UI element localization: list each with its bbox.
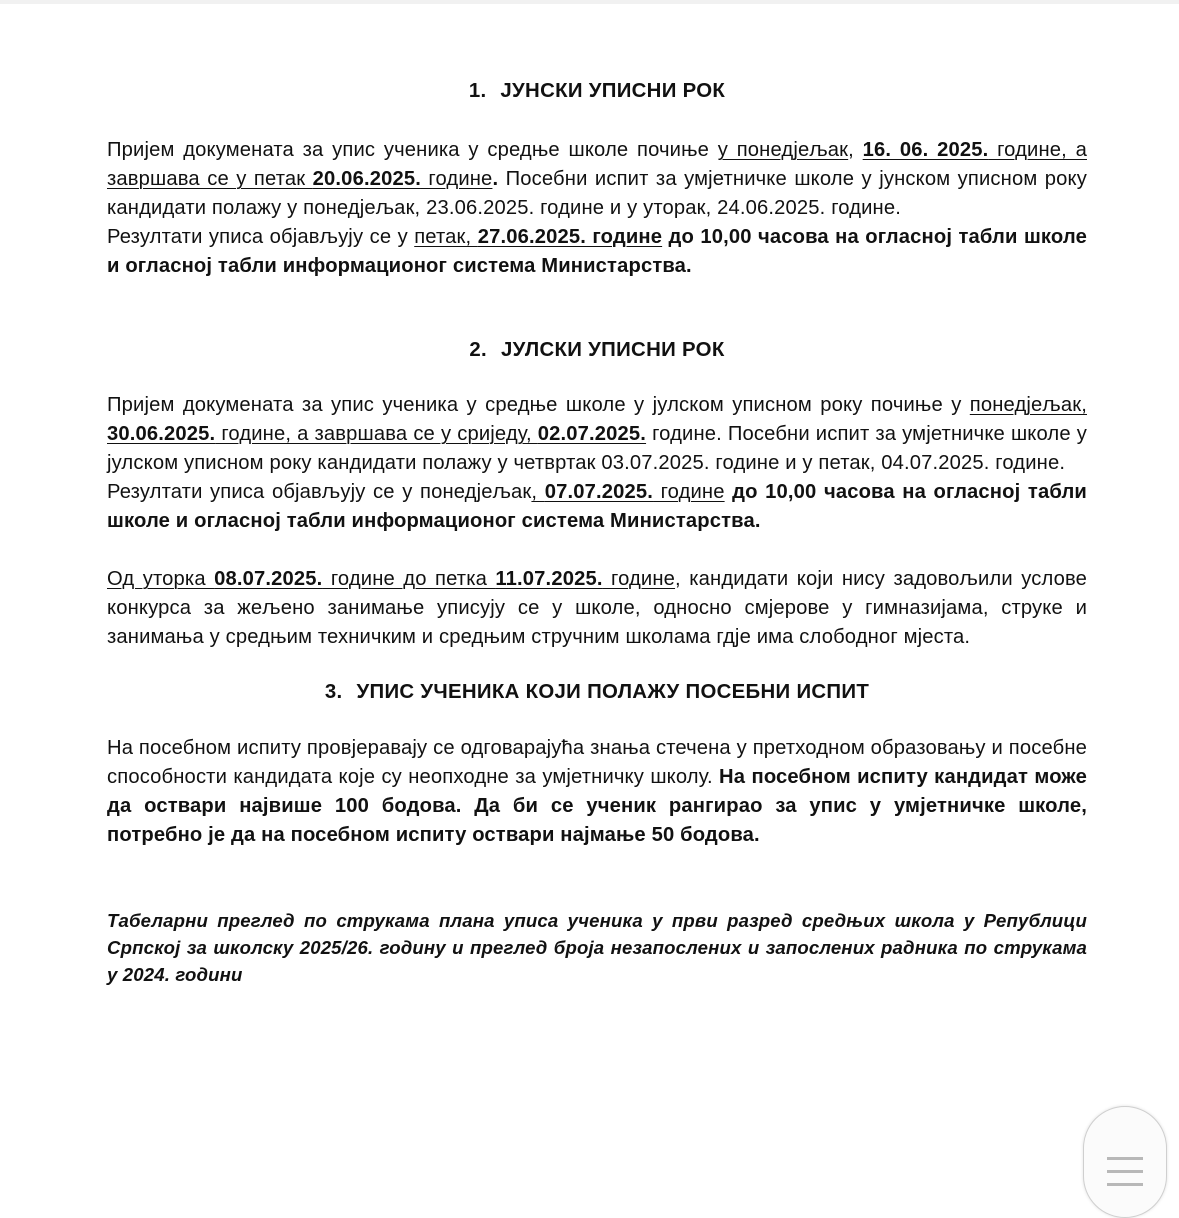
text-run: године, а завршава се у петак	[107, 139, 1087, 190]
section-2-paragraph-1	[107, 391, 1087, 478]
section-2-title: ЈУЛСКИ УПИСНИ РОК	[501, 339, 725, 361]
menu-button[interactable]	[1083, 1106, 1167, 1218]
section-1-number: 1.	[468, 80, 487, 102]
text-run: године	[420, 168, 493, 190]
text-run: у понедјељак	[717, 139, 849, 161]
underlined-run	[718, 139, 848, 161]
underlined-run	[414, 226, 662, 248]
section-3-paragraph-1	[107, 734, 1087, 850]
text-run: године, а завршава се у сриједу,	[215, 423, 538, 445]
date-start: 16. 06. 2025.	[862, 139, 989, 161]
section-2-number: 2.	[469, 339, 488, 361]
date-start: 08.07.2025.	[214, 568, 323, 590]
text-run: , кандидати који нису задовољили услове конкурса за жељено занимање уписују се у школе, односно смјерове у гимназијама, струке и занимања у средњим техничким и средњим стручним школама гдје има слободног мјеста.	[107, 568, 1088, 648]
section-3-title: УПИС УЧЕНИКА КОЈИ ПОЛАЖУ ПОСЕБНИ ИСПИТ	[356, 681, 870, 703]
text-run: Пријем докумената за упис ученика у средње школе у јулском уписном року почиње у	[107, 394, 970, 416]
date-start: 30.06.2025.	[107, 423, 216, 445]
section-2-paragraph-2	[107, 478, 1087, 536]
table-caption: Табеларни преглед по струкама плана уписа ученика у први разред средњих школа у Републици Српској за школску 2025/26. годину и преглед броја незапослених и запослених радника по струкама у 2024. години	[107, 910, 1087, 985]
section-1-heading	[107, 77, 1087, 106]
section-3-heading	[107, 678, 1087, 707]
text-run: године. Посебни испит за умјетничке школе у јулском уписном року кандидати полажу у четвртак 03.07.2025. године и у петак, 04.07.2025. године.	[107, 423, 1087, 474]
underlined-run	[531, 481, 724, 503]
text-run: петак,	[414, 226, 478, 248]
text-run: године	[653, 481, 725, 503]
section-1-title: ЈУНСКИ УПИСНИ РОК	[500, 80, 726, 102]
text-run: до 10,00 часова на огласној табли школе и огласној табли информационог система Министарства.	[107, 481, 1087, 532]
results-date: 27.06.2025. године	[477, 226, 663, 248]
document-page	[107, 62, 1087, 988]
section-2-heading	[107, 336, 1087, 365]
text-run: Посебни испит за умјетничке школе у јунском уписном року кандидати полажу у понедјељак, 23.06.2025. године и у уторак, 24.06.2025. године.	[107, 168, 1087, 219]
section-1-paragraph-2	[107, 223, 1087, 281]
date-end: 20.06.2025.	[312, 168, 421, 190]
text-run: ,	[531, 481, 545, 503]
text-run: Пријем докумената за упис ученика у средње школе почиње	[107, 139, 718, 161]
date-end: 11.07.2025.	[495, 568, 603, 590]
top-edge	[0, 0, 1179, 4]
text-run: Од уторка	[107, 568, 215, 590]
results-date: 07.07.2025.	[544, 481, 654, 503]
text-run: до 10,00 часова на огласној табли школе и огласној табли информационог система Министарства.	[107, 226, 1087, 277]
text-run: .	[492, 168, 499, 190]
section-3-number: 3.	[324, 681, 343, 703]
text-run: На посебном испиту провјеравају се одговарајућа знања стечена у претходном образовању и посебне способности кандидата које су неопходне за умјетничку школу.	[107, 737, 1087, 788]
section-1-paragraph-1	[107, 136, 1087, 223]
text-run: године	[602, 568, 676, 590]
underlined-run	[107, 568, 675, 590]
date-end: 02.07.2025.	[537, 423, 647, 445]
text-run: На посебном испиту кандидат може да оствари највише 100 бодова. Да би се ученик рангирао за упис у умјетничке школе, потребно је да на посебном испиту оствари најмање 50 бодова.	[107, 766, 1087, 846]
text-run: Резултати уписа објављују се у	[107, 226, 415, 248]
section-2-paragraph-3	[107, 565, 1087, 652]
text-run: Резултати уписа објављују се у понедјељак	[107, 481, 532, 503]
text-run: ,	[848, 139, 863, 161]
text-run: понедјељак,	[969, 394, 1087, 416]
text-run: године до петка	[322, 568, 496, 590]
